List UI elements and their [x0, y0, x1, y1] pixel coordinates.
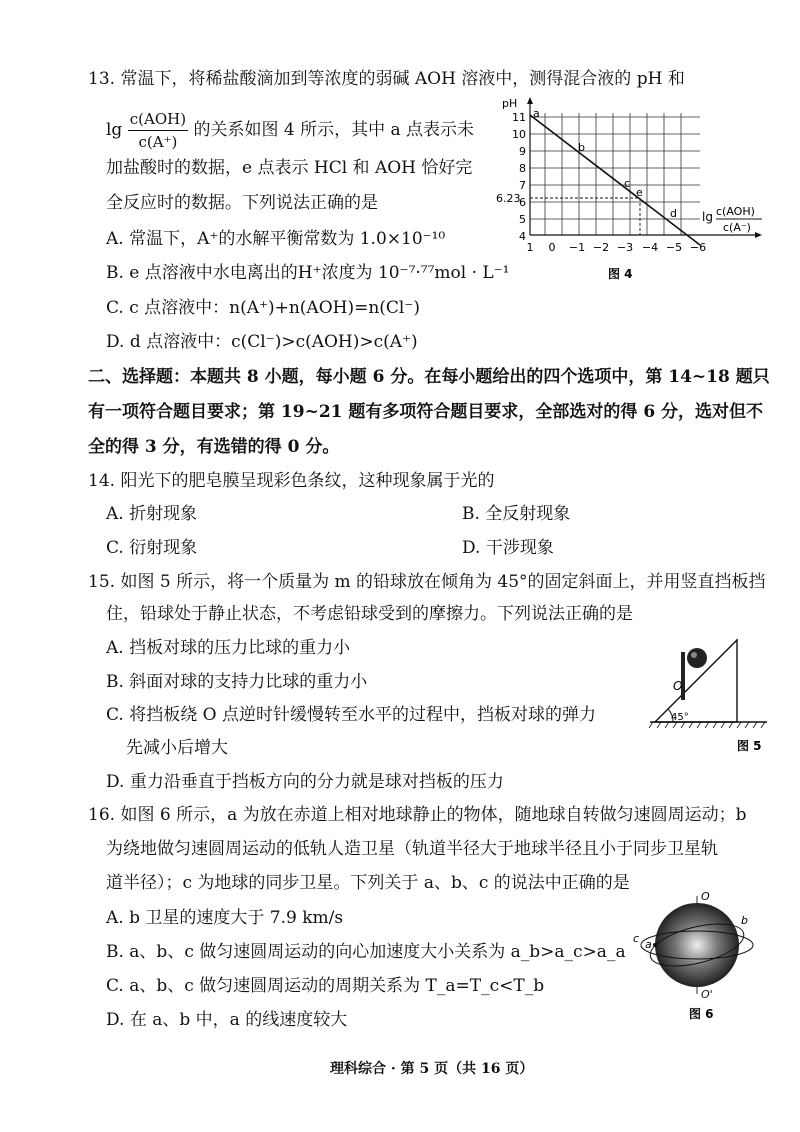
q15-stem-line1: 15. 如图 5 所示，将一个质量为 m 的铅球放在倾角为 45°的固定斜面上，并用竖直挡板挡	[88, 572, 766, 592]
q13-frac-den: c(A⁺)	[138, 133, 178, 151]
q15-option-a: A. 挡板对球的压力比球的重力小	[106, 638, 351, 658]
svg-text:−3: −3	[616, 241, 634, 254]
figure4-data-line	[530, 115, 700, 245]
figure5-ground-hatch	[649, 722, 765, 728]
q13-option-d: D. d 点溶液中：c(Cl⁻)>c(AOH)>c(A⁺)	[106, 332, 418, 352]
svg-text:d: d	[670, 207, 677, 220]
section2-line3: 全的得 3 分，有选错的得 0 分。	[88, 437, 340, 457]
figure5-angle-label: 45°	[671, 712, 689, 723]
q14-option-b: B. 全反射现象	[462, 504, 571, 524]
svg-text:−5: −5	[665, 241, 683, 254]
figure4-x-label-den: c(A⁻)	[723, 221, 751, 234]
svg-text:1: 1	[526, 241, 534, 254]
q15-option-b: B. 斜面对球的支持力比球的重力小	[106, 672, 368, 692]
page-footer: 理科综合 · 第 5 页（共 16 页）	[330, 1061, 534, 1077]
figure4-chart	[490, 95, 780, 290]
svg-text:b: b	[578, 141, 585, 154]
q13-stem-text1: 常温下，将稀盐酸滴加到等浓度的弱碱 AOH 溶液中，测得混合液的 pH 和	[120, 69, 685, 89]
figure4-x-label-lg: lg	[702, 210, 713, 224]
q15-stem-line2: 住，铅球处于静止状态，不考虑铅球受到的摩擦力。下列说法正确的是	[106, 604, 633, 624]
figure4-dashed-label: 6.23	[496, 192, 521, 205]
q15-option-d: D. 重力沿垂直于挡板方向的分力就是球对挡板的压力	[106, 772, 504, 792]
q15-option-c-line1: C. 将挡板绕 O 点逆时针缓慢转至水平的过程中，挡板对球的弹力	[106, 705, 596, 725]
q13-stem-text2: 的关系如图 4 所示，其中 a 点表示未	[193, 120, 475, 140]
figure6-earth	[615, 890, 785, 1030]
svg-text:5: 5	[519, 213, 526, 226]
figure4-x-ticks	[527, 241, 707, 254]
q13-option-a: A. 常温下，A⁺的水解平衡常数为 1.0×10⁻¹⁰	[106, 229, 446, 249]
q13-option-c: C. c 点溶液中：n(A⁺)+n(AOH)=n(Cl⁻)	[106, 298, 420, 318]
q16-option-b: B. a、b、c 做匀速圆周运动的向心加速度大小关系为 a_b>a_c>a_a	[106, 942, 626, 962]
svg-text:−2: −2	[592, 241, 610, 254]
q13-lg: lg	[106, 120, 123, 140]
figure6-label-o-prime: O'	[701, 988, 713, 1001]
q13-stem-line4: 全反应时的数据。下列说法正确的是	[106, 193, 378, 213]
figure6-label-o: O	[701, 890, 710, 903]
q16-stem-line1: 16. 如图 6 所示，a 为放在赤道上相对地球静止的物体，随地球自转做匀速圆周运动；b	[88, 805, 747, 825]
q13-stem-line2	[106, 108, 474, 153]
figure6-earth-globe	[655, 903, 739, 987]
svg-text:a: a	[533, 107, 540, 120]
figure5-ball	[687, 648, 707, 668]
figure4-y-label: pH	[502, 97, 518, 110]
figure4-x-label-num: c(AOH)	[716, 205, 755, 218]
svg-text:c: c	[624, 177, 631, 190]
svg-text:4: 4	[519, 230, 526, 243]
q16-option-a: A. b 卫星的速度大于 7.9 km/s	[106, 908, 344, 928]
figure5-pivot-label: O	[673, 679, 683, 693]
svg-text:7: 7	[519, 179, 526, 192]
q15-option-c-line2: 先减小后增大	[126, 738, 228, 758]
section2-line2: 有一项符合题目要求；第 19~21 题有多项符合题目要求，全部选对的得 6 分，选对但不	[88, 402, 764, 422]
q13-frac-num: c(AOH)	[128, 108, 188, 131]
figure5-caption: 图 5	[737, 739, 762, 753]
q16-option-d: D. 在 a、b 中，a 的线速度较大	[106, 1010, 348, 1030]
q14-option-d: D. 干涉现象	[462, 538, 554, 558]
figure5-incline	[645, 630, 775, 755]
svg-text:9: 9	[519, 145, 526, 158]
figure4-point-labels	[533, 107, 677, 220]
q13-number: 13.	[88, 69, 116, 89]
figure6-label-c: c	[633, 932, 640, 945]
figure4-caption: 图 4	[608, 267, 633, 281]
q16-stem-line3: 道半径）；c 为地球的同步卫星。下列关于 a、b、c 的说法中正确的是	[106, 873, 630, 893]
figure6-label-a: a	[645, 938, 652, 951]
figure4-y-ticks	[512, 111, 526, 243]
q13-stem-line1	[88, 68, 685, 90]
figure6-caption: 图 6	[689, 1007, 714, 1021]
svg-text:6: 6	[519, 196, 526, 209]
q16-stem-line2: 为绕地做匀速圆周运动的低轨人造卫星（轨道半径大于地球半径且小于同步卫星轨	[106, 839, 718, 859]
svg-text:−1: −1	[568, 241, 586, 254]
svg-text:e: e	[636, 186, 643, 199]
q14-option-c: C. 衍射现象	[106, 538, 198, 558]
q14-stem: 14. 阳光下的肥皂膜呈现彩色条纹，这种现象属于光的	[88, 471, 495, 491]
q14-option-a: A. 折射现象	[106, 504, 198, 524]
svg-text:8: 8	[519, 162, 526, 175]
q13-stem-line3: 加盐酸时的数据，e 点表示 HCl 和 AOH 恰好完	[106, 158, 473, 178]
svg-text:10: 10	[512, 128, 526, 141]
svg-text:0: 0	[548, 241, 556, 254]
q16-option-c: C. a、b、c 做匀速圆周运动的周期关系为 T_a=T_c<T_b	[106, 976, 545, 996]
svg-text:11: 11	[512, 111, 526, 124]
figure6-label-b: b	[741, 914, 748, 927]
svg-text:−6: −6	[689, 241, 707, 254]
q13-option-b: B. e 点溶液中水电离出的H⁺浓度为 10⁻⁷·⁷⁷mol · L⁻¹	[106, 263, 510, 283]
svg-text:−4: −4	[641, 241, 659, 254]
section2-line1: 二、选择题：本题共 8 小题，每小题 6 分。在每小题给出的四个选项中，第 14~18 题只	[88, 367, 770, 387]
q13-fraction	[128, 108, 188, 153]
